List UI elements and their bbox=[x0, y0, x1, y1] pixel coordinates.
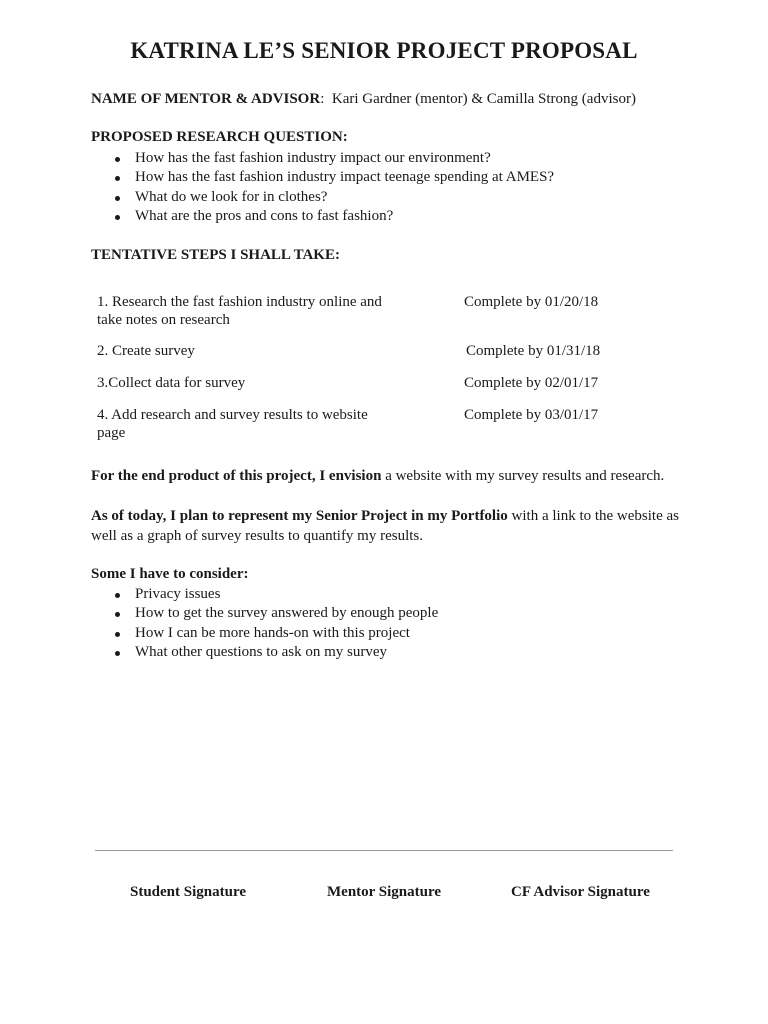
step-due-date: Complete by 02/01/17 bbox=[464, 375, 599, 391]
portfolio-text: with a link to the website as well as a graph of survey results to quantify my results. bbox=[91, 508, 679, 544]
end-product-bold: For the end product of this project, I envision bbox=[91, 468, 382, 484]
consider-item: What other questions to ask on my survey bbox=[113, 643, 438, 662]
end-product-paragraph bbox=[91, 467, 691, 487]
mentor-advisor-colon: : bbox=[320, 91, 325, 107]
advisor-signature-label: CF Advisor Signature bbox=[511, 884, 650, 900]
consider-heading: Some I have to consider: bbox=[91, 566, 249, 582]
portfolio-bold: As of today, I plan to represent my Senior Project in my Portfolio bbox=[91, 508, 508, 524]
mentor-advisor-value: Kari Gardner (mentor) & Camilla Strong (advisor) bbox=[324, 91, 636, 107]
step-description: 1. Research the fast fashion industry online and take notes on research bbox=[97, 294, 382, 328]
portfolio-paragraph bbox=[91, 507, 691, 546]
research-question-heading: PROPOSED RESEARCH QUESTION: bbox=[91, 129, 348, 145]
research-question-item: How has the fast fashion industry impact teenage spending at AMES? bbox=[113, 168, 554, 187]
mentor-signature-label: Mentor Signature bbox=[327, 884, 442, 900]
consider-item: How I can be more hands-on with this project bbox=[113, 624, 438, 643]
mentor-advisor-label: NAME OF MENTOR & ADVISOR bbox=[91, 91, 321, 107]
research-question-item: What are the pros and cons to fast fashion? bbox=[113, 207, 554, 226]
step-due-date: Complete by 01/31/18 bbox=[466, 343, 601, 359]
mentor-advisor-line bbox=[91, 91, 636, 108]
consider-list bbox=[113, 585, 438, 662]
steps-heading: TENTATIVE STEPS I SHALL TAKE: bbox=[91, 247, 340, 263]
consider-item: Privacy issues bbox=[113, 585, 438, 604]
step-description: 4. Add research and survey results to website page bbox=[97, 407, 368, 441]
research-question-list bbox=[113, 149, 554, 226]
step-due-date: Complete by 03/01/17 bbox=[464, 407, 599, 423]
step-due-date: Complete by 01/20/18 bbox=[464, 294, 599, 310]
research-question-item: How has the fast fashion industry impact our environment? bbox=[113, 149, 554, 168]
step-description: 3.Collect data for survey bbox=[97, 375, 246, 391]
student-signature-label: Student Signature bbox=[130, 884, 247, 900]
signature-line bbox=[95, 850, 673, 851]
end-product-text: a website with my survey results and research. bbox=[381, 468, 665, 484]
research-question-item: What do we look for in clothes? bbox=[113, 188, 554, 207]
step-description: 2. Create survey bbox=[97, 343, 195, 359]
page-title: KATRINA LE’S SENIOR PROJECT PROPOSAL bbox=[130, 38, 638, 63]
consider-item: How to get the survey answered by enough people bbox=[113, 604, 438, 623]
